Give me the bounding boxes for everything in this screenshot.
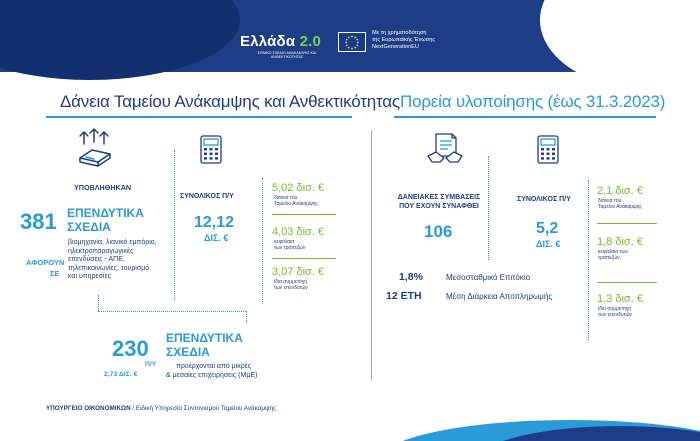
sme-description xyxy=(166,362,257,380)
right-breakdown-1-line1: δάνεια του xyxy=(598,198,622,204)
sectors-line1: βιομηχανία, λιανικό εμπόριο, xyxy=(68,239,157,246)
submitted-label: ΥΠΟΒΛΗΘΗΚΑΝ xyxy=(74,183,132,192)
right-total-label: ΣΥΝΟΛΙΚΟΣ Π/Υ xyxy=(517,196,571,203)
title-underline-right xyxy=(394,116,656,118)
title-underline-left xyxy=(46,116,352,118)
left-breakdown-1-desc xyxy=(274,195,318,207)
interest-rate-value: 1,8% xyxy=(399,271,423,283)
left-breakdown-2-divider xyxy=(272,258,336,259)
left-breakdown-1-value: 5,02 δισ. € xyxy=(272,182,325,194)
left-total-label: ΣΥΝΟΛΙΚΟΣ Π/Υ xyxy=(180,193,234,200)
footer-agency: / Ειδική Υπηρεσία Συντονισμού Ταμείου Ανάκαμψης xyxy=(130,405,277,412)
left-breakdown-2-desc xyxy=(274,239,305,251)
sectors-line5: και υπηρεσίες xyxy=(68,273,111,281)
sme-connector-drop xyxy=(246,311,247,323)
right-separator-2 xyxy=(588,180,589,340)
right-breakdown-1-desc xyxy=(598,198,642,210)
right-breakdown-1-line2: Ταμείου Ανάκαμψης xyxy=(598,204,642,210)
left-separator-1 xyxy=(174,150,175,300)
concern-label-2: ΣΕ xyxy=(50,269,60,278)
sme-count: 230 xyxy=(112,336,149,361)
right-total-unit: ΔΙΣ. € xyxy=(536,239,561,249)
right-breakdown-1-value: 2,1 δισ. € xyxy=(597,185,643,197)
concern-label-1: ΑΦΟΡΟΥΝ xyxy=(26,258,65,267)
eu-text-line1: Με τη χρηματοδότηση xyxy=(372,30,427,36)
logo-title xyxy=(240,33,321,50)
left-breakdown-1-line1: δάνεια του xyxy=(274,195,298,201)
logo-title-word: Ελλάδα xyxy=(240,33,296,50)
eu-text-line2: της Ευρωπαϊκής Ένωσης xyxy=(372,37,436,43)
calculator-icon xyxy=(196,134,226,171)
left-separator-2 xyxy=(262,178,263,304)
header-band xyxy=(0,0,700,72)
footer-ministry: ΥΠΟΥΡΓΕΙΟ ΟΙΚΟΝΟΜΙΚΩΝ xyxy=(46,405,131,412)
greece-2-0-logo xyxy=(240,33,332,63)
eu-funding-badge xyxy=(338,30,456,64)
right-breakdown-3-line2: των επενδυτών xyxy=(598,312,632,318)
left-breakdown-1-line2: Ταμείου Ανάκαμψης xyxy=(274,201,318,207)
left-breakdown-2-line1: κεφάλαια xyxy=(274,239,295,245)
page-title: Δάνεια Ταμείου Ανάκαμψης και Ανθεκτικότητας xyxy=(60,92,400,111)
submitted-count: 381 xyxy=(20,209,57,234)
contract-handshake-icon xyxy=(426,132,464,173)
left-total-value: 12,12 xyxy=(194,214,235,231)
sectors-line4: τηλεπικοινωνίες, τουρισμό xyxy=(68,264,150,272)
eu-flag-icon xyxy=(338,32,366,52)
header-swoosh-left xyxy=(0,0,240,80)
left-breakdown-3-line1: ίδια συμμετοχή xyxy=(274,279,308,285)
sectors-line2: ηλεκτροπαραγωγικές xyxy=(68,247,134,255)
interest-rate-label: Μεσοσταθμικό Επιτόκιο xyxy=(446,273,531,282)
left-breakdown-3-desc xyxy=(274,279,308,291)
right-breakdown-2-desc xyxy=(598,249,628,261)
sme-budget-label: Π/Υ xyxy=(145,361,157,368)
header-swoosh-right xyxy=(540,0,700,90)
footer-credit xyxy=(46,405,276,412)
right-breakdown-3-desc xyxy=(598,306,632,318)
logo-subtitle: ΕΘΝΙΚΟ ΣΧΕΔΙΟ ΑΝΑΚΑΜΨΗΣ ΚΑΙ ΑΝΘΕΚΤΙΚΟΤΗΤΑΣ xyxy=(257,51,317,60)
repayment-term-label: Μέση Διάρκεια Αποπληρωμής xyxy=(446,292,553,301)
left-breakdown-3-value: 3,07 δισ. € xyxy=(272,266,325,278)
left-total-unit: ΔΙΣ. € xyxy=(204,233,229,243)
eu-funding-text xyxy=(372,30,435,51)
sme-budget-value: 2,73 ΔΙΣ. € xyxy=(104,371,138,378)
right-breakdown-3-value: 1,3 δισ. € xyxy=(597,293,643,305)
sectors-line3: επενδύσεις - ΑΠΕ, xyxy=(68,256,125,264)
right-separator-1 xyxy=(488,156,489,260)
right-breakdown-2-line1: κεφάλαια των xyxy=(598,249,628,255)
sme-connector-vertical xyxy=(98,295,99,311)
right-breakdown-2-value: 1,8 δισ. € xyxy=(597,236,643,248)
repayment-term-value: 12 ΕΤΗ xyxy=(386,290,422,302)
contracts-label xyxy=(396,193,482,211)
growth-money-icon xyxy=(76,128,122,173)
section-divider xyxy=(371,130,372,380)
submitted-word2: ΣΧΕΔΙΑ xyxy=(67,220,111,234)
sectors-text xyxy=(68,239,157,282)
right-total-value: 5,2 xyxy=(536,220,559,237)
left-breakdown-1-divider xyxy=(272,214,336,215)
sme-desc-line1: προέρχονται από μικρές xyxy=(176,363,252,370)
sme-word2: ΣΧΕΔΙΑ xyxy=(166,345,210,359)
right-breakdown-2-divider xyxy=(597,282,657,283)
sme-desc-line2: & μεσαίες επιχειρήσεις (ΜμΕ) xyxy=(166,372,258,379)
eu-text-line3: NextGenerationEU xyxy=(372,44,419,50)
logo-title-number: 2.0 xyxy=(299,33,322,50)
left-breakdown-3-line2: των επενδυτών xyxy=(274,285,308,291)
left-breakdown-2-line2: των τραπεζών xyxy=(274,245,306,251)
contracts-count: 106 xyxy=(424,222,453,241)
sme-connector-horizontal xyxy=(98,311,246,312)
right-breakdown-3-line1: ίδια συμμετοχή xyxy=(598,306,632,312)
progress-title: Πορεία υλοποίησης (έως 31.3.2023) xyxy=(400,92,666,111)
sme-word1: ΕΠΕΝΔΥΤΙΚΑ xyxy=(166,331,243,345)
left-breakdown-2-value: 4,03 δισ. € xyxy=(272,226,325,238)
right-breakdown-1-divider xyxy=(597,223,657,224)
submitted-word1: ΕΠΕΝΔΥΤΙΚΑ xyxy=(67,206,144,220)
right-breakdown-2-line2: τραπεζών xyxy=(598,255,620,261)
contracts-label-line2: ΠΟΥ ΕΧΟΥΝ ΣΥΝΑΦΘΕΙ xyxy=(399,203,479,210)
calculator-icon-right xyxy=(533,134,563,171)
contracts-label-line1: ΔΑΝΕΙΑΚΕΣ ΣΥΜΒΑΣΕΙΣ xyxy=(397,194,481,201)
